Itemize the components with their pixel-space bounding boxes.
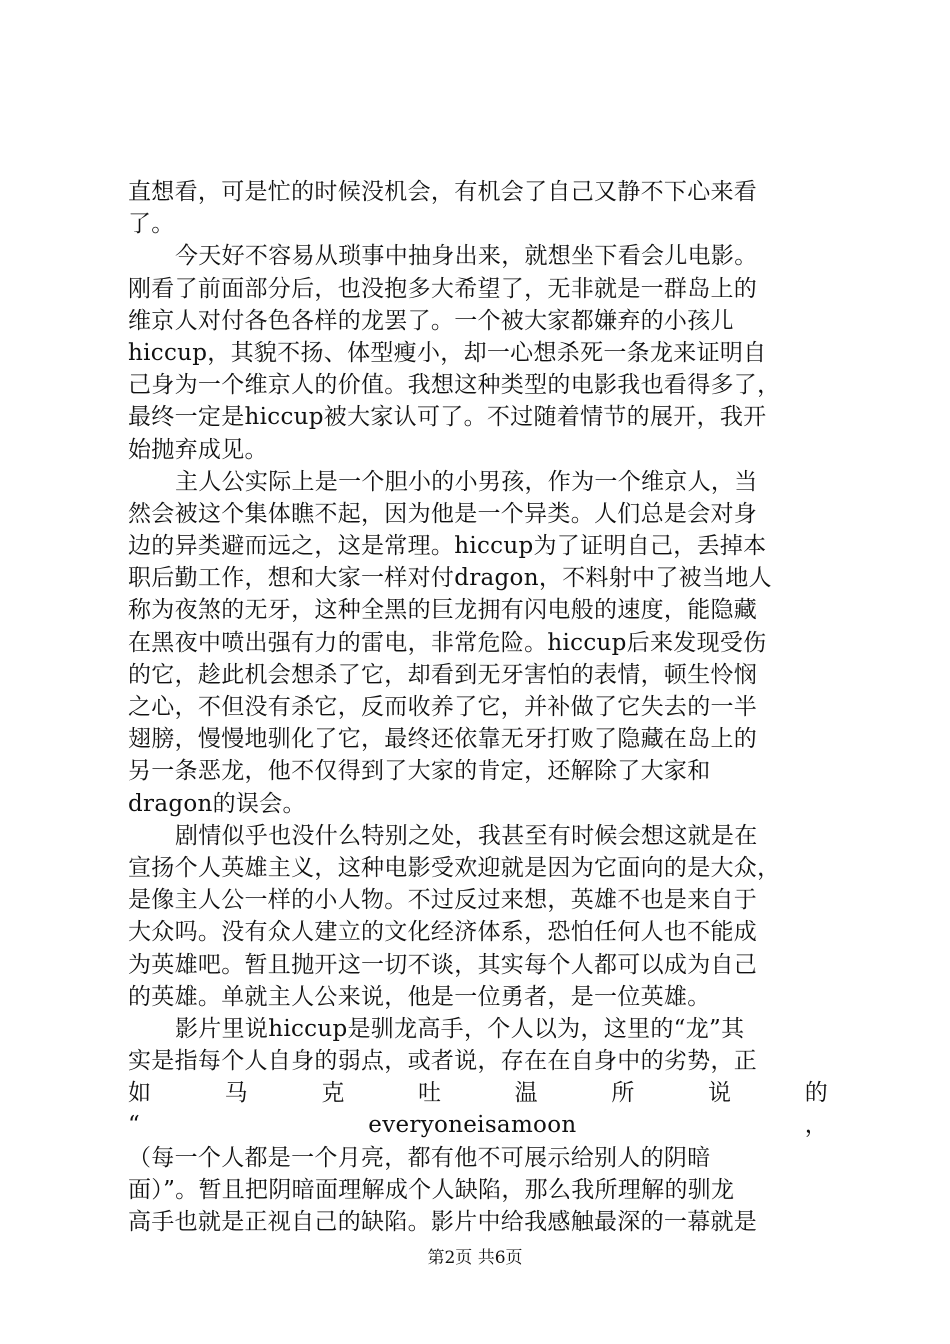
text-line: 高手也就是正视自己的缺陷。影片中给我感触最深的一幕就是 [128,1209,758,1235]
text-line: 今天好不容易从琐事中抽身出来，就想坐下看会儿电影。 [175,243,758,270]
text-line: 刚看了前面部分后，也没抱多大希望了，无非就是一群岛上的 [128,275,758,302]
text-line: dragon的误会。 [128,790,306,817]
text-line: （每一个人都是一个月亮，都有他不可展示给别人的阴暗 [128,1144,711,1171]
text-line: 在黑夜中喷出强有力的雷电，非常危险。hiccup后来发现受伤 [128,629,767,656]
text-line: 称为夜煞的无牙，这种全黑的巨龙拥有闪电般的速度，能隐藏 [128,597,758,624]
text-line: 直想看，可是忙的时候没机会，有机会了自己又静不下心来看 [128,179,758,205]
text-line: 之心，不但没有杀它，反而收养了它，并补做了它失去的一半 [128,694,758,720]
page-footer [0,1246,950,1270]
text-line: 己身为一个维京人的价值。我想这种类型的电影我也看得多了， [128,372,781,399]
text-line: 始抛弃成见。 [128,436,268,463]
text-line: 面）”。暂且把阴暗面理解成个人缺陷，那么我所理解的驯龙 [128,1176,735,1203]
text-line: 维京人对付各色各样的龙罢了。一个被大家都嫌弃的小孩儿 [128,307,734,334]
text-line: 大众吗。没有众人建立的文化经济体系，恐怕任何人也不能成 [128,919,758,946]
text-line: hiccup，其貌不扬、体型瘦小，却一心想杀死一条龙来证明自 [128,339,767,366]
text-line: 然会被这个集体瞧不起，因为他是一个异类。人们总是会对身 [128,500,758,527]
text-line: 翅膀，慢慢地驯化了它，最终还依靠无牙打败了隐藏在岛上的 [128,726,758,753]
text-line: 如 马 克 吐 温 所 说 的 [128,1080,828,1107]
text-line: 实是指每个人自身的弱点，或者说，存在在自身中的劣势，正 [128,1048,758,1075]
text-line: 影片里说hiccup是驯龙高手，个人以为，这里的“龙”其 [175,1015,745,1042]
text-line: “ everyoneisamoon ， [128,1112,828,1139]
text-line: 是像主人公一样的小人物。不过反过来想，英雄不也是来自于 [128,887,758,914]
text-line: 为英雄吧。暂且抛开这一切不谈，其实每个人都可以成为自己 [128,951,758,978]
text-line: 另一条恶龙，他不仅得到了大家的肯定，还解除了大家和 [128,758,711,785]
page-number-label: 第2页 共6页 [427,1248,523,1268]
text-line: 边的异类避而远之，这是常理。hiccup为了证明自己，丢掉本 [128,533,767,560]
text-line: 的它，趁此机会想杀了它，却看到无牙害怕的表情，顿生怜悯 [128,661,758,688]
text-line: 职后勤工作，想和大家一样对付dragon，不料射中了被当地人 [128,565,772,592]
text-line: 最终一定是hiccup被大家认可了。不过随着情节的展开，我开 [128,404,767,431]
text-line: 主人公实际上是一个胆小的小男孩，作为一个维京人，当 [175,468,758,495]
document-body [128,176,828,1238]
text-line: 宣扬个人英雄主义，这种电影受欢迎就是因为它面向的是大众， [128,854,781,881]
text-line: 的英雄。单就主人公来说，他是一位勇者，是一位英雄。 [128,983,711,1010]
text-line: 了。 [128,211,175,238]
text-line: 剧情似乎也没什么特别之处，我甚至有时候会想这就是在 [175,822,758,849]
